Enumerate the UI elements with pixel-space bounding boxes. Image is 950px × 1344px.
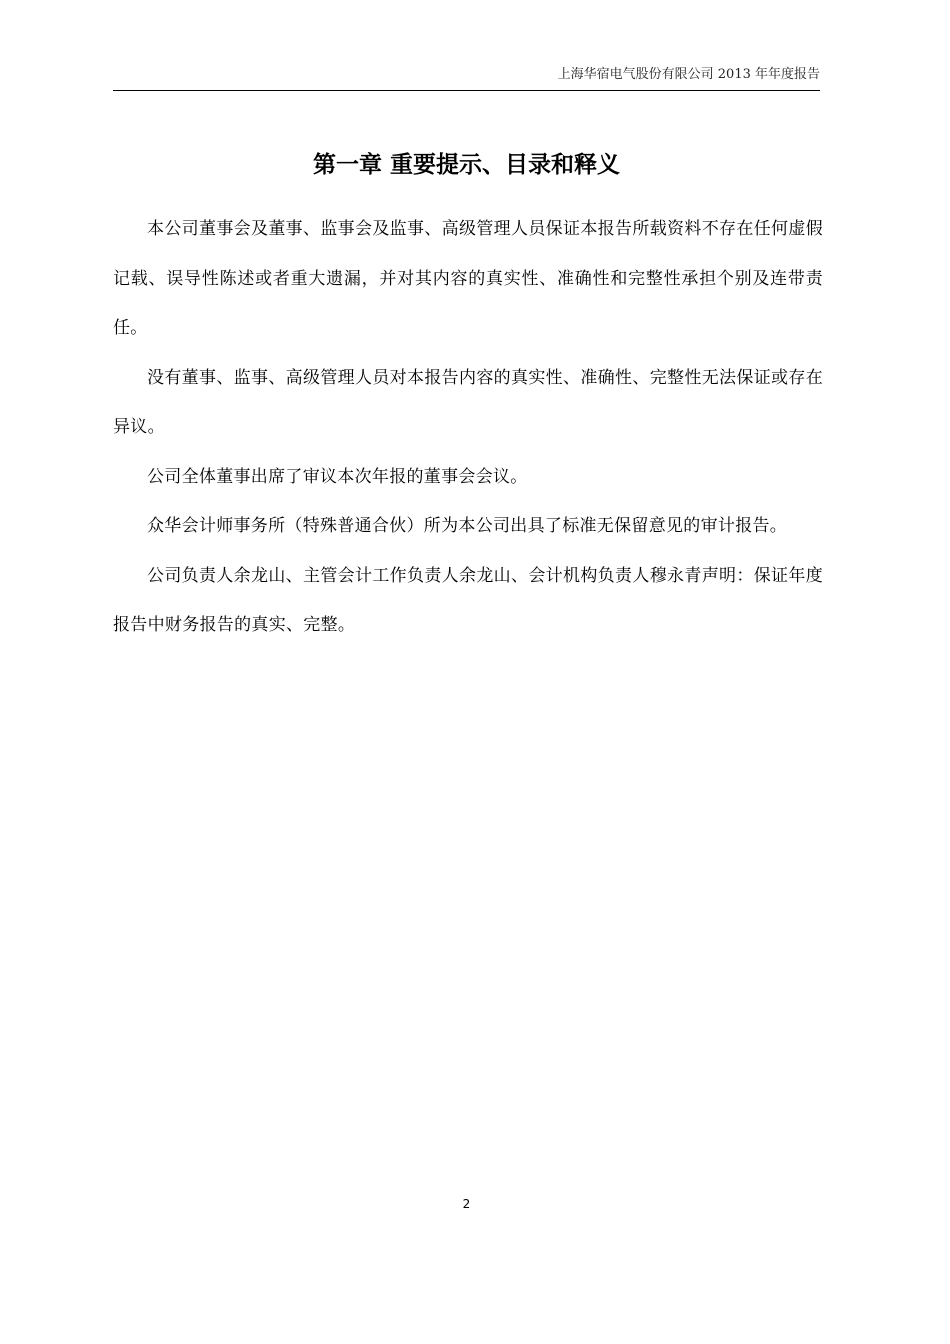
running-header: 上海华宿电气股份有限公司 2013 年年度报告: [557, 67, 820, 82]
page-number: 2: [462, 1197, 471, 1211]
paragraph-responsible-persons: 公司负责人余龙山、主管会计工作负责人余龙山、会计机构负责人穆永青声明：保证年度报告中财务报告的真实、完整。: [113, 565, 823, 635]
paragraph-board-attendance: 公司全体董事出席了审议本次年报的董事会会议。: [147, 466, 528, 487]
paragraph-no-objection: 没有董事、监事、高级管理人员对本报告内容的真实性、准确性、完整性无法保证或存在异议。: [113, 367, 823, 437]
body-text: [113, 205, 823, 651]
chapter-title: 第一章 重要提示、目录和释义: [312, 152, 620, 178]
header-divider: [113, 90, 820, 91]
paragraph-audit-opinion: 众华会计师事务所（特殊普通合伙）所为本公司出具了标准无保留意见的审计报告。: [147, 516, 788, 536]
paragraph-board-guarantee: 本公司董事会及董事、监事会及监事、高级管理人员保证本报告所载资料不存在任何虚假记载、误导性陈述或者重大遗漏，并对其内容的真实性、准确性和完整性承担个别及连带责任。: [113, 219, 823, 338]
